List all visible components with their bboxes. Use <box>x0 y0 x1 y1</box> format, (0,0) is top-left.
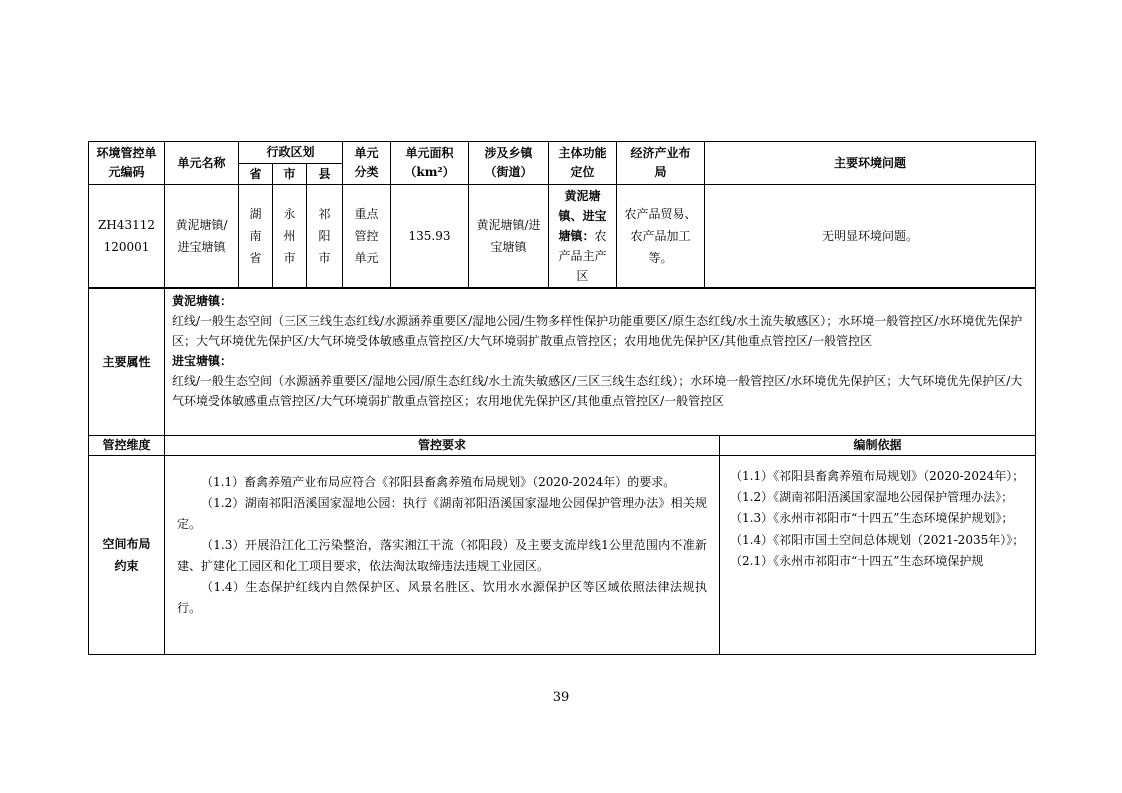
town1-text: 红线/一般生态空间（三区三线生态红线/水源涵养重要区/湿地公园/生物多样性保护功能重要区/原生态红线/水土流失敏感区）；水环境一般管控区/水环境优先保护区；大气环境优先保护区/大气环境受体敏感重点管控区/大气环境弱扩散重点管控区；农用地优先保护区/其他重点管控区/一般管控区 <box>172 314 1023 348</box>
page-number: 39 <box>552 690 570 705</box>
cell-issues: 无明显环境问题。 <box>705 185 1036 288</box>
cell-economy: 农产品贸易、农产品加工等。 <box>617 185 705 288</box>
cell-area: 135.93 <box>391 185 469 288</box>
town2-title: 进宝塘镇： <box>172 354 233 368</box>
attributes-label: 主要属性 <box>89 289 165 436</box>
dimension-spatial: 空间布局约束 <box>89 455 165 654</box>
cell-code: ZH43112120001 <box>89 185 165 288</box>
town1-title: 黄泥塘镇： <box>172 294 233 308</box>
header-province: 省 <box>239 164 273 185</box>
header-code: 环境管控单元编码 <box>89 142 165 185</box>
header-admin: 行政区划 <box>239 142 343 164</box>
header-towns: 涉及乡镇（街道） <box>469 142 549 185</box>
requirement-item: （1.4）生态保护红线内自然保护区、风景名胜区、饮用水水源保护区等区域依照法律法规执行。 <box>177 579 707 615</box>
cell-name: 黄泥塘镇/进宝塘镇 <box>165 185 239 288</box>
requirement-item: （1.2）湖南祁阳浯溪国家湿地公园：执行《湖南祁阳浯溪国家湿地公园保护管理办法》相关规定。 <box>177 495 707 531</box>
town2-text: 红线/一般生态空间（水源涵养重要区/湿地公园/原生态红线/水土流失敏感区/三区三线生态红线）；水环境一般管控区/水环境优先保护区；大气环境优先保护区/大气环境受体敏感重点管控区/大气环境弱扩散重点管控区；农用地优先保护区/其他重点管控区/一般管控区 <box>172 374 1023 408</box>
cell-city: 永州市 <box>273 185 307 288</box>
header-basis: 编制依据 <box>720 436 1036 456</box>
cell-function <box>549 185 617 288</box>
control-table <box>88 435 1036 655</box>
requirement-item: （1.1）畜禽养殖产业布局应符合《祁阳县畜禽养殖布局规划》（2020-2024年）的要求。 <box>201 474 676 489</box>
header-issues: 主要环境问题 <box>705 142 1036 185</box>
function-rest: 农产品主产区 <box>558 229 607 283</box>
header-dimension: 管控维度 <box>89 436 165 456</box>
header-function: 主体功能定位 <box>549 142 617 185</box>
requirement-item: （1.3）开展沿江化工污染整治，落实湘江干流（祁阳段）及主要支流岸线1公里范围内不准新建、扩建化工园区和化工项目要求，依法淘汰取缔违法违规工业园区。 <box>177 537 707 573</box>
header-requirements: 管控要求 <box>165 436 720 456</box>
header-economy: 经济产业布局 <box>617 142 705 185</box>
basis-item: （1.2）《湖南祁阳浯溪国家湿地公园保护管理办法》； <box>730 490 1014 504</box>
basis-content <box>720 455 1036 654</box>
basis-item: （1.4）《祁阳市国土空间总体规划（2021-2035年）》； <box>730 532 1025 547</box>
basis-item: （2.1）《永州市祁阳市“十四五”生态环境保护规 <box>730 554 984 569</box>
basis-item: （1.3）《永州市祁阳市“十四五”生态环境保护规划》； <box>730 511 1014 526</box>
cell-county: 祁阳市 <box>307 185 343 288</box>
header-city: 市 <box>273 164 307 185</box>
requirements-content <box>165 455 720 654</box>
header-name: 单元名称 <box>165 142 239 185</box>
unit-info-table <box>88 141 1036 288</box>
function-bold: 黄泥塘镇、进宝塘镇： <box>558 189 607 243</box>
attributes-content <box>165 289 1036 436</box>
basis-item: （1.1）《祁阳县畜禽养殖布局规划》（2020-2024年）； <box>730 468 1025 483</box>
header-category: 单元分类 <box>343 142 391 185</box>
cell-category: 重点管控单元 <box>343 185 391 288</box>
attributes-table <box>88 288 1036 436</box>
cell-towns: 黄泥塘镇/进宝塘镇 <box>469 185 549 288</box>
header-county: 县 <box>307 164 343 185</box>
header-area: 单元面积（km²） <box>391 142 469 185</box>
cell-province: 湖南省 <box>239 185 273 288</box>
